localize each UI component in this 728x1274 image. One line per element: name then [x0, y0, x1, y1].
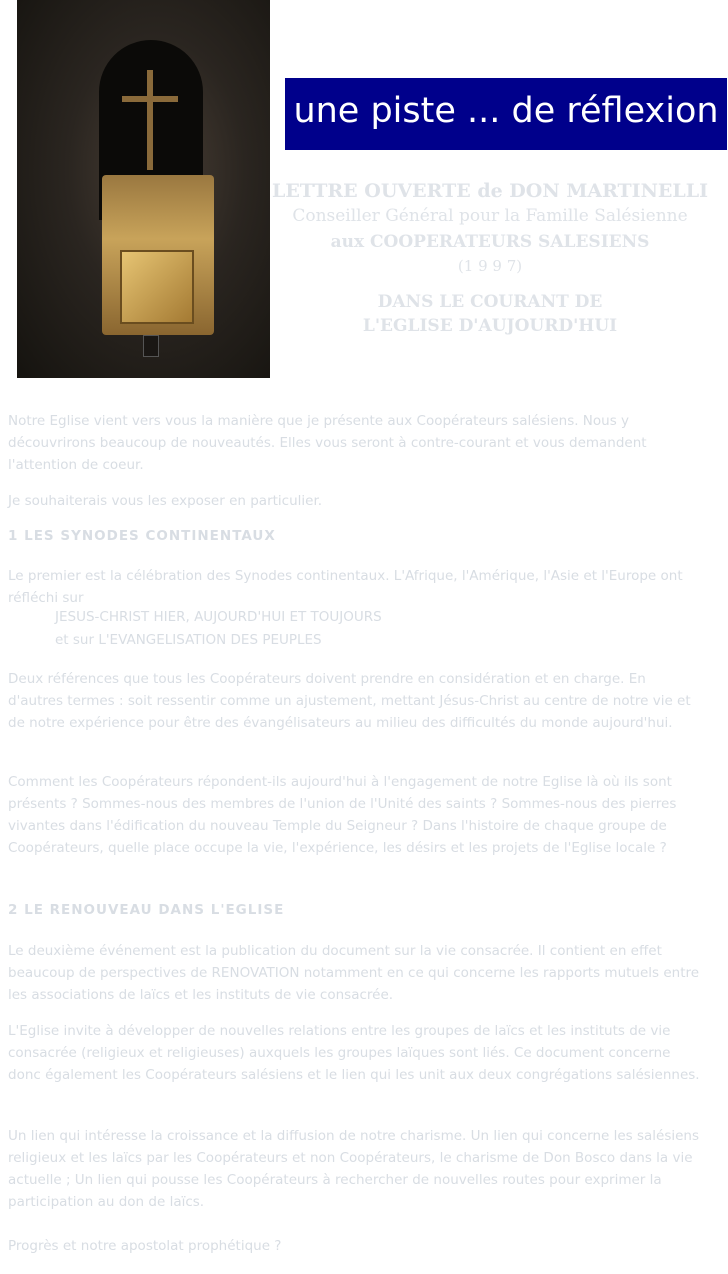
- section-heading-2: 2 LE RENOUVEAU DANS L'EGLISE: [8, 902, 285, 918]
- paragraph-7: L'Eglise invite à développer de nouvelles relations entre les groupes de laïcs et les instituts de vie consacrée (religieux et religieuses) auxquels les groupes laïques sont liés. Ce document concerne donc également les Coopérateurs salésiens et le lien qui les unit aux deux congrégations salésiennes.: [8, 1023, 700, 1083]
- paragraph-5: Comment les Coopérateurs répondent-ils aujourd'hui à l'engagement de notre Eglise là où ils sont présents ? Sommes-nous des membres de l'union de l'Unité des saints ? Sommes-nous des pierres vivantes dans l'édification du nouveau Temple du Seigneur ? Dans l'histoire de chaque groupe de Coopérateurs, quelle place occupe la vie, l'expérience, les désirs et les projets de l'Eglise locale ?: [8, 774, 677, 856]
- paragraph-9: Progrès et notre apostolat prophétique ?: [8, 1238, 282, 1254]
- crucifix-arm: [122, 96, 178, 102]
- letter-heading-line5: DANS LE COURANT DE: [377, 292, 603, 312]
- title-banner: [285, 78, 727, 150]
- paragraph-3: Le premier est la célébration des Synodes continentaux. L'Afrique, l'Amérique, l'Asie et l'Europe ont réfléchi sur: [8, 568, 683, 606]
- tabernacle-door: [120, 250, 194, 324]
- indented-line-2: et sur L'EVANGELISATION DES PEUPLES: [55, 632, 322, 648]
- candle-icon: [143, 335, 159, 357]
- crucifix-icon: [147, 70, 153, 170]
- letter-heading-line2: Conseiller Général pour la Famille Salésienne: [292, 206, 688, 226]
- paragraph-6: Le deuxième événement est la publication du document sur la vie consacrée. Il contient en effet beaucoup de perspectives de RENOVATION notamment en ce qui concerne les rapports mutuels entre les associations de laïcs et les instituts de vie consacrée.: [8, 943, 700, 1003]
- indented-line-1: JESUS-CHRIST HIER, AUJOURD'HUI ET TOUJOURS: [55, 609, 382, 625]
- letter-heading-line6: L'EGLISE D'AUJOURD'HUI: [362, 316, 618, 336]
- altar-photo: [17, 0, 270, 378]
- letter-heading-line3: aux COOPERATEURS SALESIENS: [330, 232, 650, 252]
- paragraph-intro: Notre Eglise vient vers vous la manière que je présente aux Coopérateurs salésiens. Nous y découvrirons beaucoup de nouveautés. Elles vous seront à contre-courant et vous demandent l'attention de coeur.: [8, 413, 647, 473]
- section-heading-1: 1 LES SYNODES CONTINENTAUX: [8, 528, 276, 544]
- letter-heading-line1: LETTRE OUVERTE de DON MARTINELLI: [271, 180, 709, 202]
- paragraph-4: Deux références que tous les Coopérateurs doivent prendre en considération et en charge. En d'autres termes : soit ressentir comme un ajustement, mettant Jésus-Christ au centre de notre vie et de notre expérience pour être des évangélisateurs au milieu des difficultés du monde aujourd'hui.: [8, 671, 691, 731]
- banner-title: une piste ... de réflexion: [293, 91, 719, 131]
- letter-heading-year: (1 9 9 7): [457, 257, 523, 275]
- paragraph-8: Un lien qui intéresse la croissance et la diffusion de notre charisme. Un lien qui concerne les salésiens religieux et les laïcs par les Coopérateurs et non Coopérateurs, le charisme de Don Bosco dans la vie actuelle ; Un lien qui pousse les Coopérateurs à rechercher de nouvelles routes pour exprimer la participation au don de laïcs.: [8, 1128, 700, 1210]
- paragraph-2: Je souhaiterais vous les exposer en particulier.: [8, 493, 323, 509]
